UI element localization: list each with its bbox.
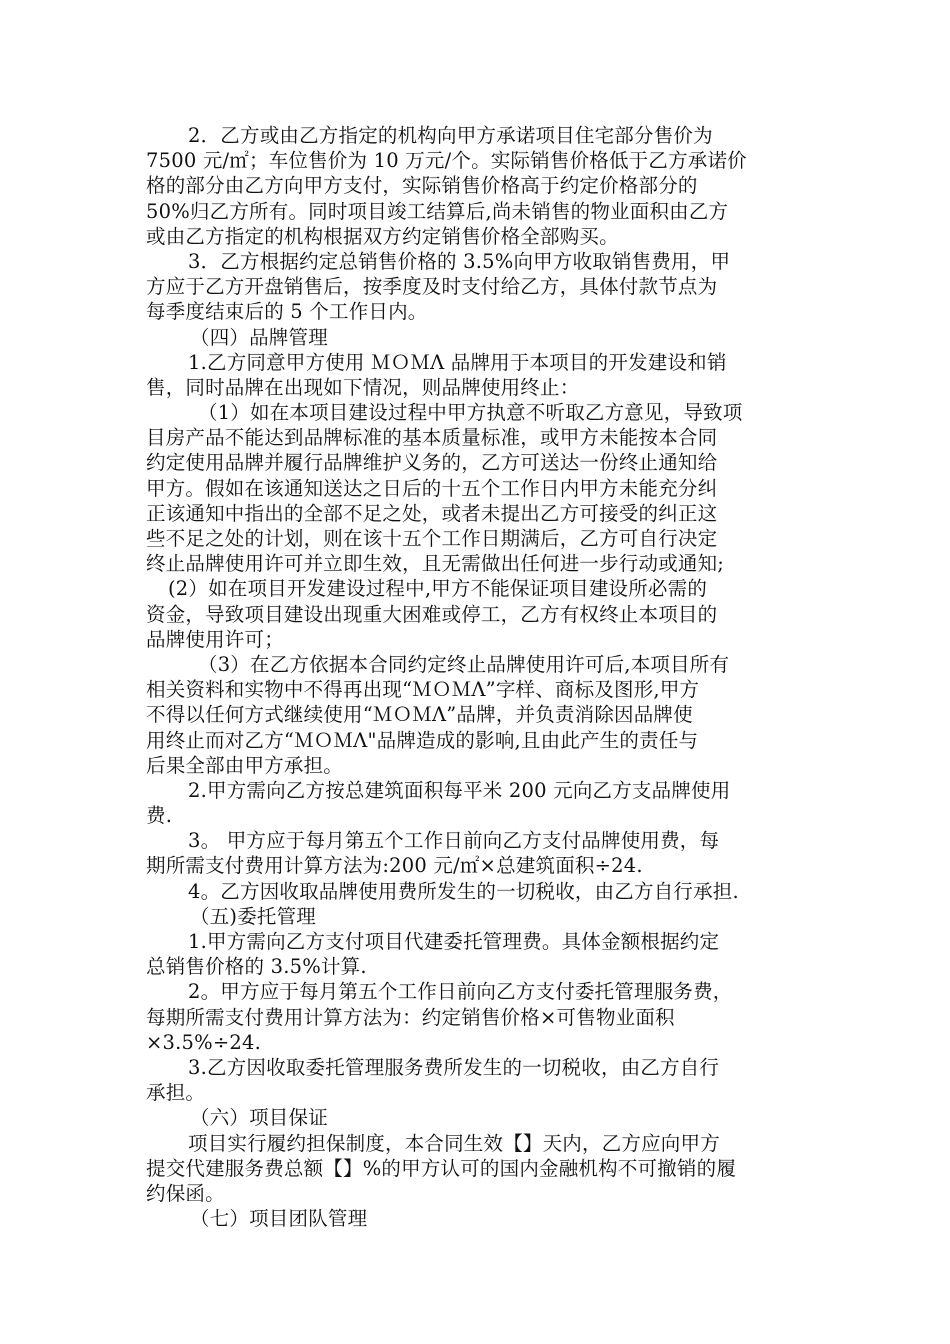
text-line: 些不足之处的计划，则在该十五个工作日期满后，乙方可自行决定 [146,527,718,550]
text-line: 不得以任何方式继续使用“ＭＯＭΛ”品牌，并负责消除因品牌使 [146,703,693,727]
text-line: 相关资料和实物中不得再出现“ＭＯＭΛ”字样、商标及图形,甲方 [146,678,700,702]
text-line: 承担。 [146,1081,206,1105]
text-line: ×3.5%÷24. [146,1030,262,1054]
document-page [146,123,806,1231]
text-line: 总销售价格的 3.5%计算. [146,955,367,979]
text-line: 50%归乙方所有。同时项目竣工结算后,尚未销售的物业面积由乙方 [146,199,729,223]
text-line: 正该通知中指出的全部不足之处，或者未提出乙方可接受的纠正这 [146,501,718,525]
text-line: 3。 甲方应于每月第五个工作日前向乙方支付品牌使用费，每 [188,829,720,853]
text-line: 1.甲方需向乙方支付项目代建委托管理费。具体金额根据约定 [188,930,720,953]
text-line: 格的部分由乙方向甲方支付，实际销售价格高于约定价格部分的 [146,174,698,198]
text-line: 2。甲方应于每月第五个工作日前向乙方支付委托管理服务费， [188,980,733,1004]
text-line: 或由乙方指定的机构根据双方约定销售价格全部购买。 [146,224,619,248]
text-line: （1）如在本项目建设过程中甲方执意不听取乙方意见，导致项 [198,401,743,425]
text-line: (2）如在项目开发建设过程中,甲方不能保证项目建设所必需的 [168,577,708,601]
text-line: 资金，导致项目建设出现重大困难或停工，乙方有权终止本项目的 [146,602,718,626]
text-line: 约保函。 [146,1181,225,1205]
text-line: （3）在乙方依据本合同约定终止品牌使用许可后,本项目所有 [198,652,730,676]
text-line: 售，同时品牌在出现如下情况，则品牌使用终止： [146,375,580,399]
text-line: 1.乙方同意甲方使用 ＭＯＭΛ 品牌用于本项目的开发建设和销 [188,350,727,374]
section-heading: （五)委托管理 [190,904,317,928]
text-line: 7500 元/㎡；车位售价为 10 万元/个。实际销售价格低于乙方承诺价 [146,149,747,173]
text-line: 品牌使用许可； [146,627,284,651]
text-line: 4。乙方因收取品牌使用费所发生的一切税收，由乙方自行承担. [188,879,739,903]
text-line: 期所需支付费用计算方法为:200 元/㎡×总建筑面积÷24. [146,854,643,878]
text-line: 3．乙方根据约定总销售价格的 3.5%向甲方收取销售费用，甲 [188,249,731,273]
text-line: 项目实行履约担保制度，本合同生效【】天内，乙方应向甲方 [188,1131,720,1155]
text-line: 2．乙方或由乙方指定的机构向甲方承诺项目住宅部分售价为 [188,124,713,147]
text-line: 3.乙方因收取委托管理服务费所发生的一切税收，由乙方自行 [188,1055,720,1079]
text-line: 2.甲方需向乙方按总建筑面积每平米 200 元向乙方支品牌使用 [188,778,731,802]
text-line: 每期所需支付费用计算方法为：约定销售价格×可售物业面积 [146,1005,675,1029]
section-heading: （六）项目保证 [190,1106,328,1130]
section-heading: （四）品牌管理 [190,325,328,349]
text-line: 费. [146,804,173,828]
text-line: 后果全部由甲方承担。 [146,753,344,777]
text-line: 用终止而对乙方“ＭＯＭΛ"品牌造成的影响,且由此产生的责任与 [146,728,699,752]
text-line: 终止品牌使用许可并立即生效，且无需做出任何进一步行动或通知; [146,552,725,576]
text-line: 方应于乙方开盘销售后，按季度及时支付给乙方，具体付款节点为 [146,275,718,299]
text-line: 约定使用品牌并履行品牌维护义务的，乙方可送达一份终止通知给 [146,451,718,475]
text-line: 每季度结束后的 5 个工作日内。 [146,300,428,324]
section-heading: （七）项目团队管理 [190,1207,368,1231]
text-line: 提交代建服务费总额【】%的甲方认可的国内金融机构不可撤销的履 [146,1156,737,1180]
text-line: 目房产品不能达到品牌标准的基本质量标准，或甲方未能按本合同 [146,426,718,450]
text-line: 甲方。假如在该通知送达之日后的十五个工作日内甲方未能充分纠 [146,476,718,500]
